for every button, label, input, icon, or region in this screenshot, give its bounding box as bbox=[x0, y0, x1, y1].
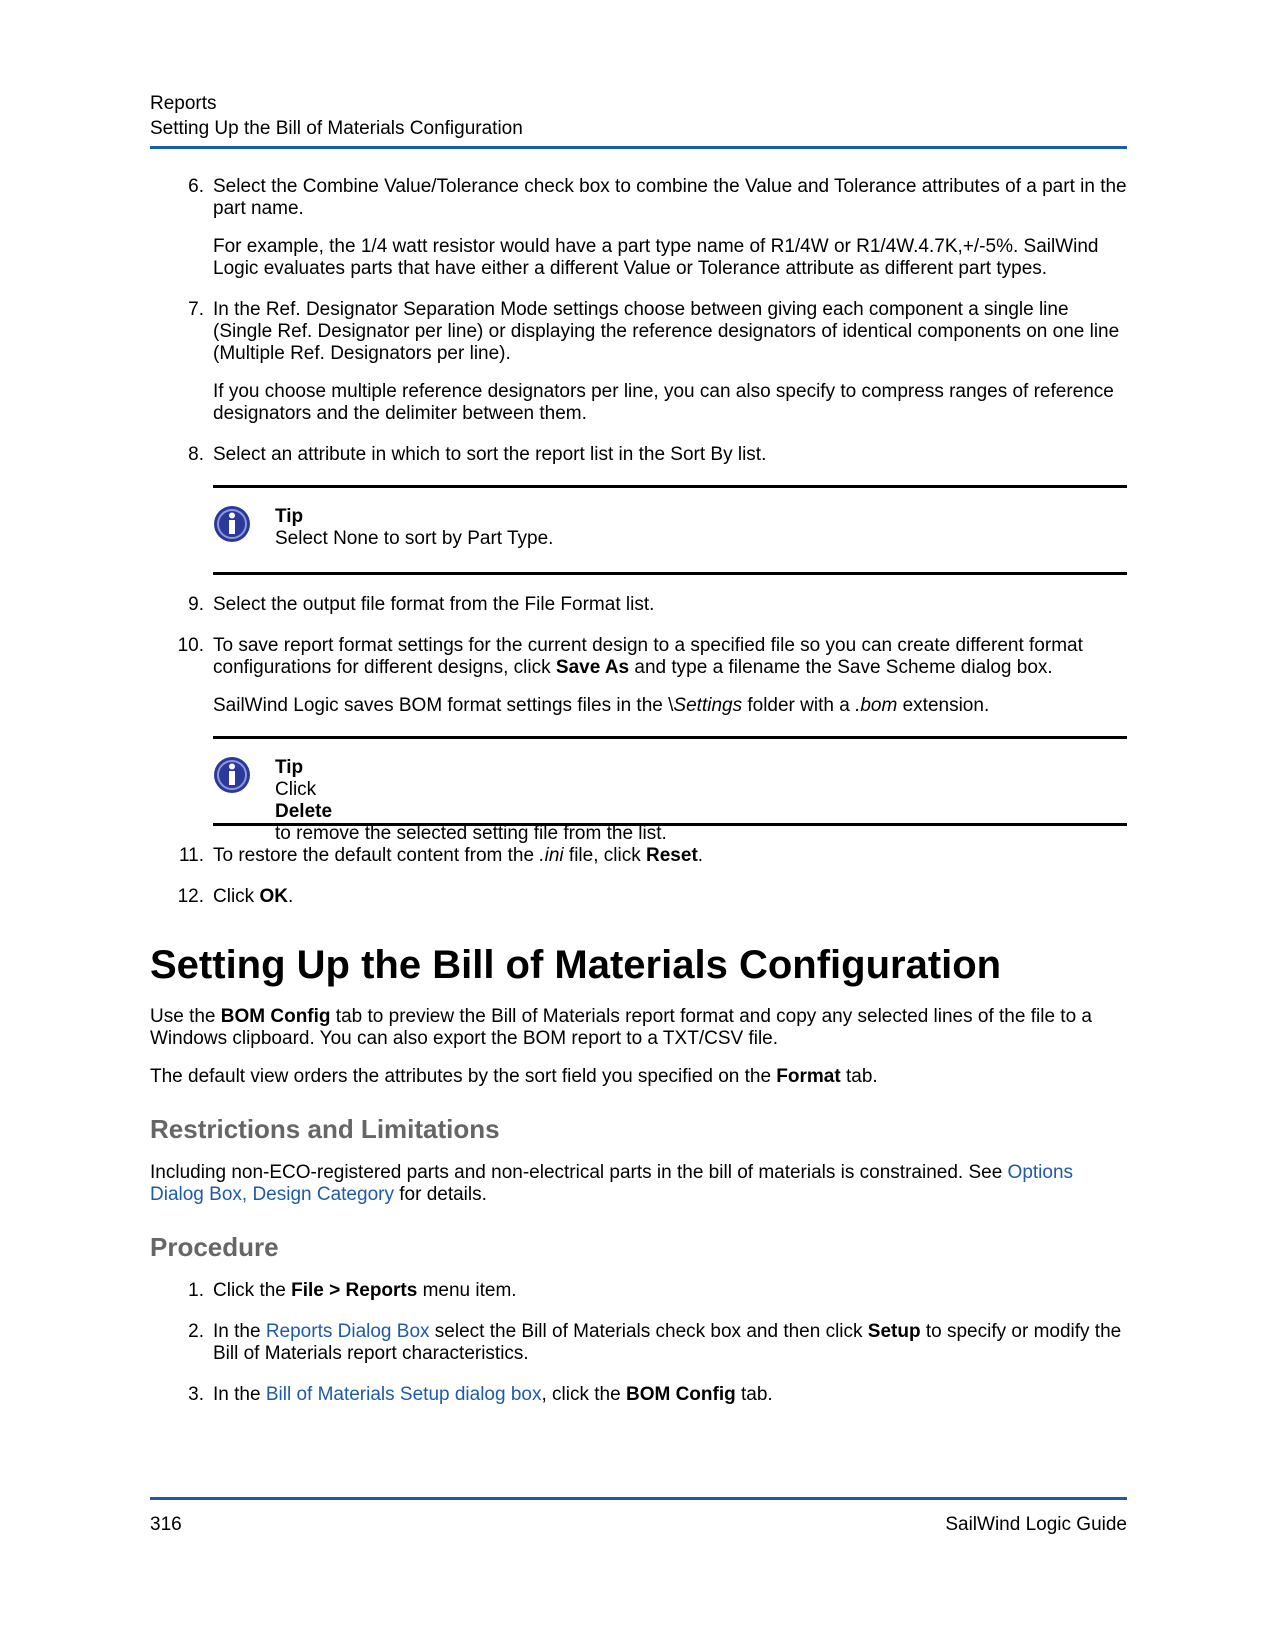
reports-dialog-link[interactable]: Reports Dialog Box bbox=[265, 1321, 430, 1342]
tip-box bbox=[213, 736, 1127, 844]
step-10: 10. To save report format settings for the current design to a specified file so you can create different format configurations for different designs, click Save As and type a filename the Save Scheme dialog box. SailWind Logic saves BOM format settings files in the \Settings folder with a .bom extension. bbox=[150, 635, 1127, 717]
step-text: Click the File > Reports menu item. bbox=[213, 1280, 517, 1301]
step-text: In the Bill of Materials Setup dialog box, click the BOM Config tab. bbox=[213, 1384, 773, 1405]
step-7: 7. In the Ref. Designator Separation Mode settings choose between giving each component a single line (Single Ref. Designator per line) or displaying the reference designators of identical components on one line (Multiple Ref. Designators per line). If you choose multiple reference designators per line, you can also specify to compress ranges of reference designators and the delimiter between them. bbox=[150, 299, 1127, 425]
restrictions-text: Including non-ECO-registered parts and non-electrical parts in the bill of materials is constrained. See Options Dialog Box, Design Category for details. bbox=[150, 1162, 1074, 1205]
tip-title: Tip bbox=[275, 757, 304, 778]
header-section: Reports bbox=[150, 93, 217, 114]
step-8: 8. Select an attribute in which to sort the report list in the Sort By list. bbox=[150, 444, 1127, 466]
header-rule bbox=[150, 146, 1127, 149]
step-text: In the Ref. Designator Separation Mode settings choose between giving each component a single line (Single Ref. Designator per line) or displaying the reference designators of identical components on one line (Multiple Ref. Designators per line). bbox=[213, 299, 1120, 364]
page-header bbox=[150, 91, 1127, 141]
info-icon bbox=[213, 756, 251, 794]
step-text: In the Reports Dialog Box select the Bill of Materials check box and then click Setup to specify or modify the Bill of Materials report characteristics. bbox=[213, 1321, 1122, 1364]
step-text: Click OK. bbox=[213, 886, 294, 907]
procedure-heading: Procedure bbox=[150, 1232, 279, 1262]
procedure-step-1: 1. Click the File > Reports menu item. bbox=[150, 1280, 1127, 1302]
bom-setup-dialog-link[interactable]: Bill of Materials Setup dialog box bbox=[265, 1384, 542, 1405]
step-subtext: SailWind Logic saves BOM format settings files in the \Settings folder with a .bom extension. bbox=[213, 695, 990, 716]
page-body bbox=[150, 176, 1127, 1425]
step-11: 11. To restore the default content from the .ini file, click Reset. bbox=[150, 845, 1127, 867]
options-dialog-link[interactable]: Options Dialog Box, Design Category bbox=[150, 1162, 1074, 1205]
intro-paragraph-2: The default view orders the attributes by the sort field you specified on the Format tab. bbox=[150, 1066, 878, 1087]
tip-title: Tip bbox=[275, 506, 304, 527]
step-text: To restore the default content from the .ini file, click Reset. bbox=[213, 845, 704, 866]
guide-title: SailWind Logic Guide bbox=[945, 1514, 1127, 1535]
restrictions-heading: Restrictions and Limitations bbox=[150, 1114, 500, 1144]
footer-rule bbox=[150, 1497, 1127, 1500]
main-heading: Setting Up the Bill of Materials Configuration bbox=[150, 943, 1002, 987]
step-text: Select an attribute in which to sort the report list in the Sort By list. bbox=[213, 444, 767, 465]
tip-text: Click Delete to remove the selected setting file from the list. bbox=[275, 779, 667, 844]
info-icon bbox=[213, 505, 251, 543]
page-number: 316 bbox=[150, 1514, 182, 1535]
intro-paragraph: Use the BOM Config tab to preview the Bill of Materials report format and copy any selected lines of the file to a Windows clipboard. You can also export the BOM report to a TXT/CSV file. bbox=[150, 1006, 1092, 1049]
step-12: 12. Click OK. bbox=[150, 886, 1127, 908]
step-subtext: If you choose multiple reference designators per line, you can also specify to compress ranges of reference designators and the delimiter between them. bbox=[213, 381, 1114, 424]
procedure-step-3: 3. In the Bill of Materials Setup dialog box, click the BOM Config tab. bbox=[150, 1384, 1127, 1406]
step-text: To save report format settings for the current design to a specified file so you can create different format configurations for different designs, click Save As and type a filename the Save Scheme dialog box. bbox=[213, 635, 1083, 678]
step-6: 6. Select the Combine Value/Tolerance check box to combine the Value and Tolerance attributes of a part in the part name. For example, the 1/4 watt resistor would have a part type name of R1/4W or R1/4W.4.7K,+/-5%. SailWind Logic evaluates parts that have either a different Value or Tolerance attribute as different part types. bbox=[188, 176, 1127, 279]
page-footer bbox=[150, 1514, 1127, 1536]
header-subsection: Setting Up the Bill of Materials Configuration bbox=[150, 118, 523, 139]
tip-text: Select None to sort by Part Type. bbox=[275, 528, 554, 549]
step-subtext: For example, the 1/4 watt resistor would have a part type name of R1/4W or R1/4W.4.7K,+/-5%. SailWind Logic evaluates parts that have either a different Value or Tolerance attribute as different part types. bbox=[213, 236, 1099, 279]
procedure-step-2: 2. In the Reports Dialog Box select the Bill of Materials check box and then click Setup to specify or modify the Bill of Materials report characteristics. bbox=[150, 1321, 1127, 1365]
tip-box bbox=[213, 485, 1127, 575]
step-text: Select the output file format from the File Format list. bbox=[213, 594, 655, 615]
step-9: 9. Select the output file format from the File Format list. bbox=[150, 594, 1127, 616]
step-text: Select the Combine Value/Tolerance check box to combine the Value and Tolerance attributes of a part in the part name. bbox=[213, 176, 1127, 219]
